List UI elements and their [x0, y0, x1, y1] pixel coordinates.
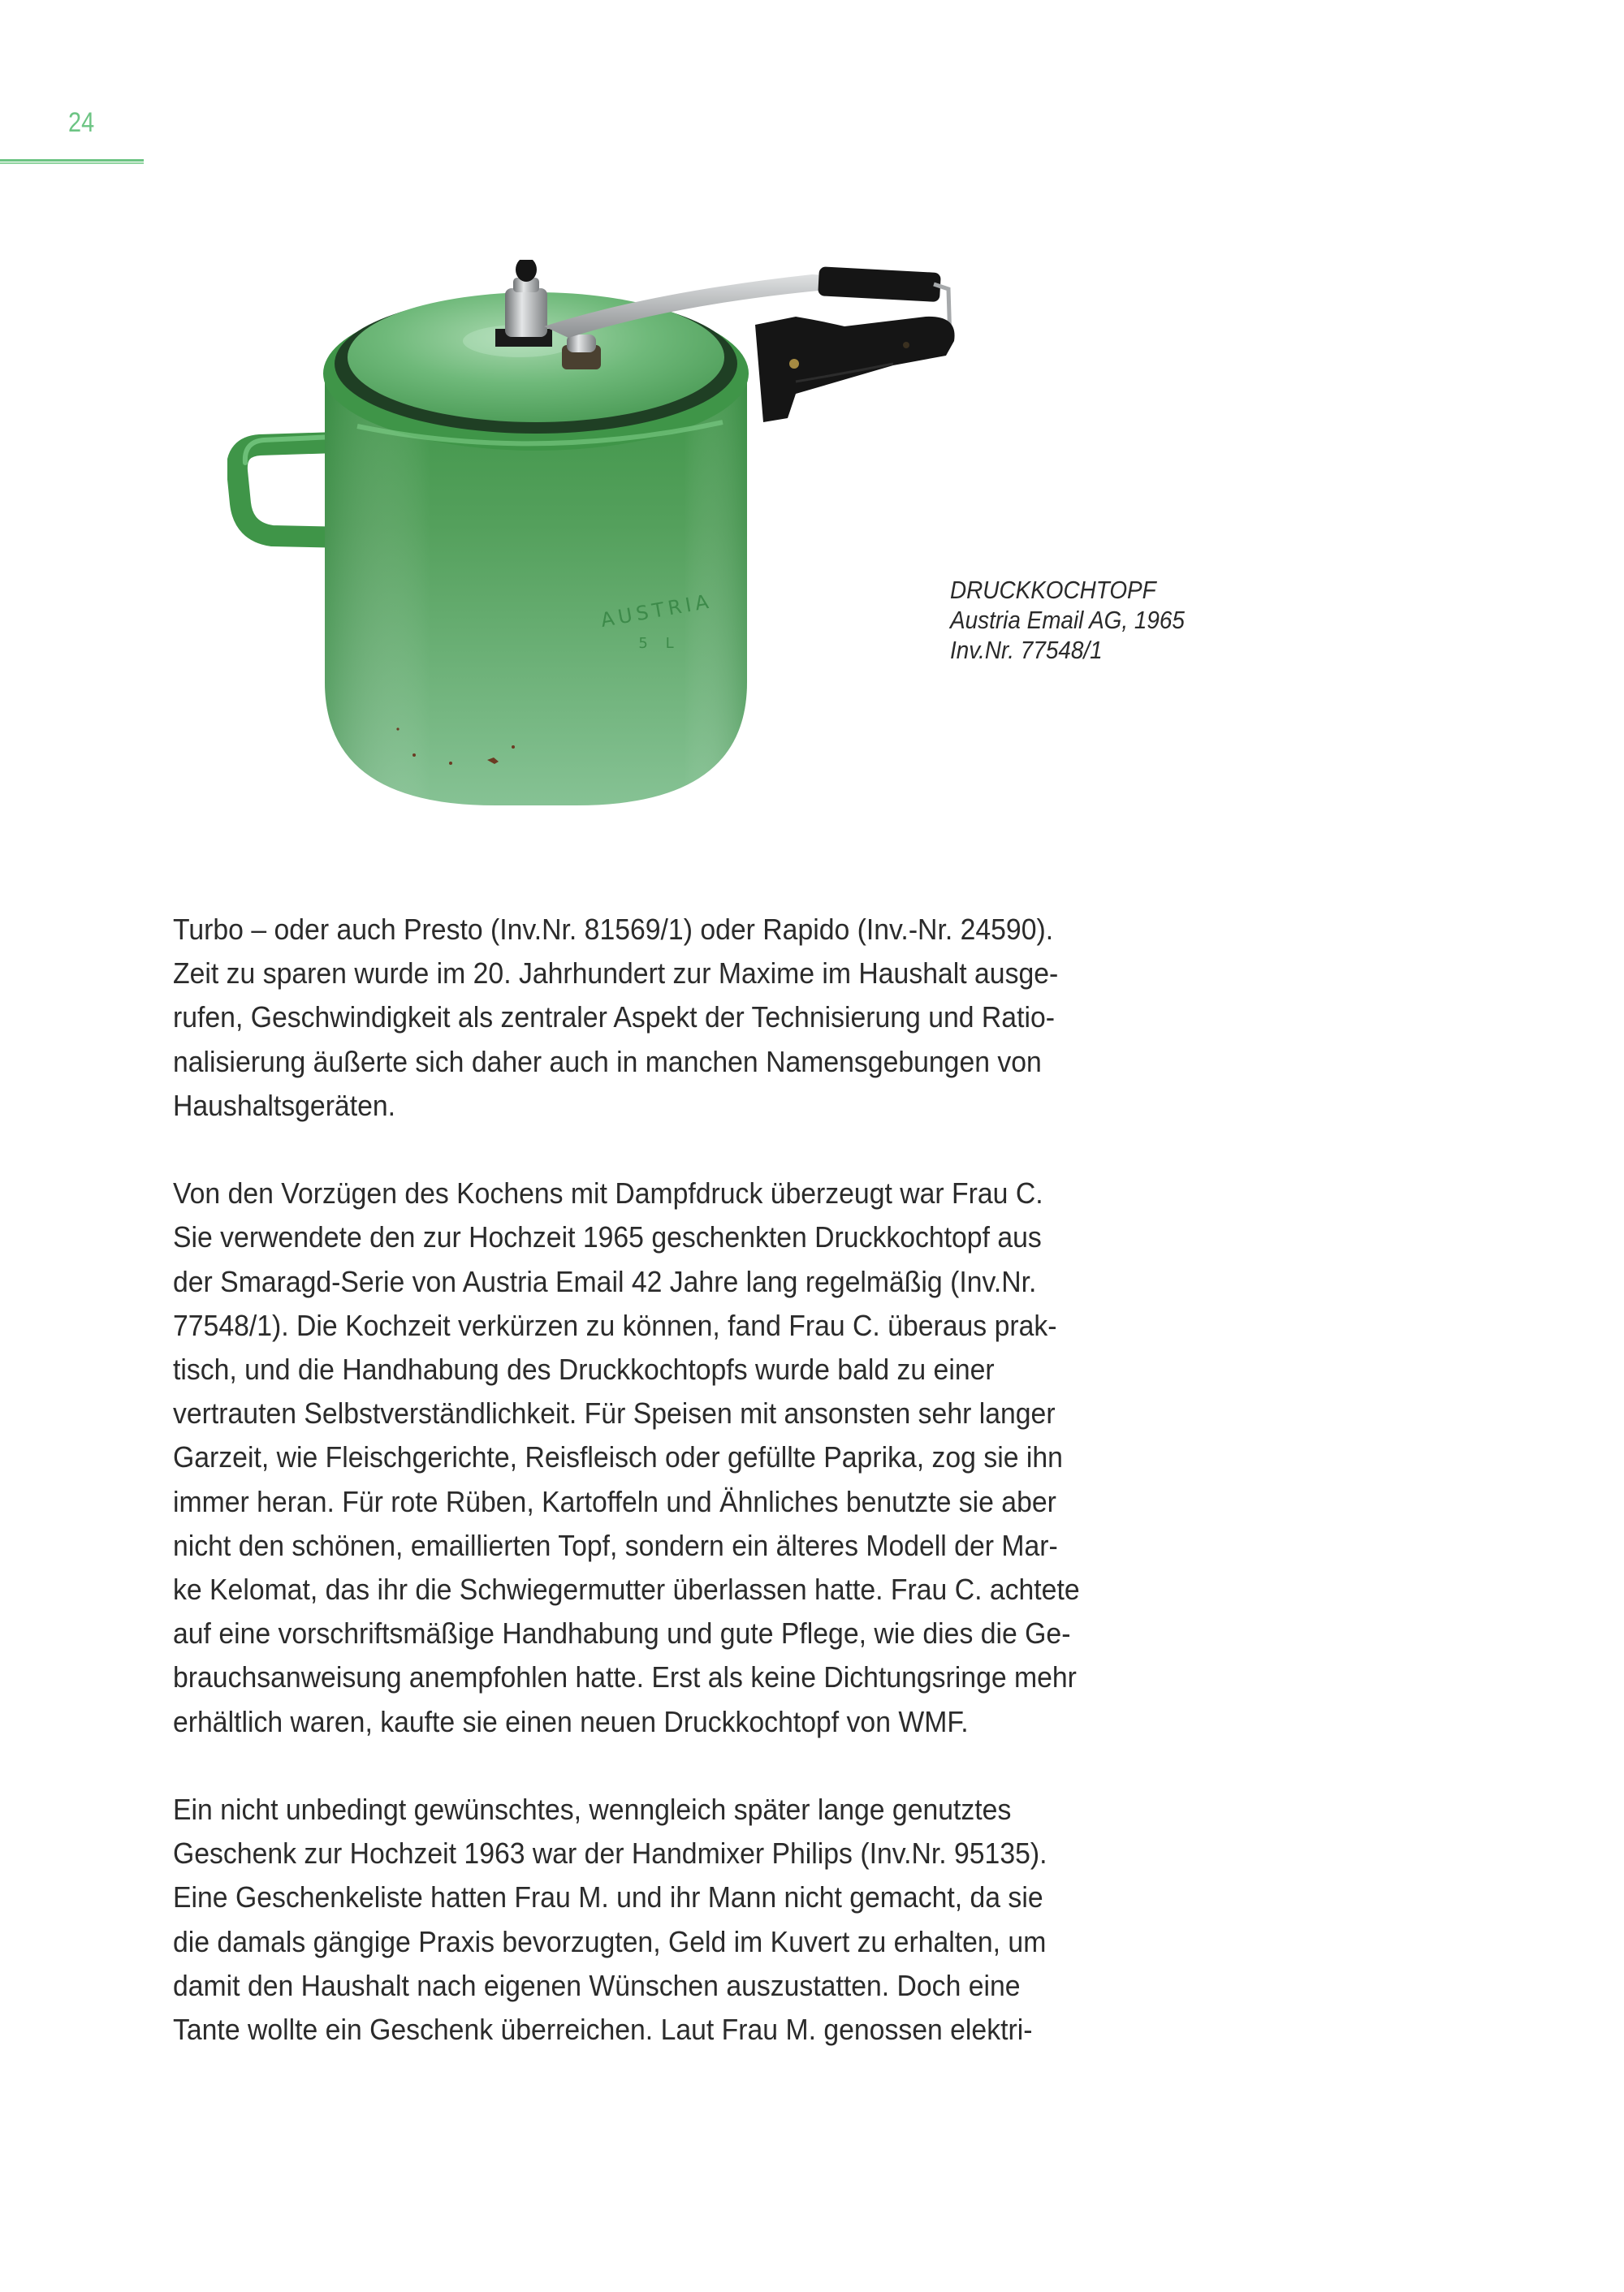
text-line: die damals gängige Praxis bevorzugten, Geld im Kuvert zu erhalten, um: [173, 1924, 1047, 1958]
text-line: Zeit zu sparen wurde im 20. Jahrhundert zur Maxime im Haushalt ausge-: [173, 956, 1059, 991]
text-line: ke Kelomat, das ihr die Schwiegermutter überlassen hatte. Frau C. achtete: [173, 1573, 1080, 1607]
text-line: nalisierung äußerte sich daher auch in manchen Namensgebungen von: [173, 1044, 1042, 1078]
text-line: der Smaragd-Serie von Austria Email 42 Jahre lang regelmäßig (Inv.Nr.: [173, 1264, 1037, 1298]
text-line: Sie verwendete den zur Hochzeit 1965 geschenkten Druckkochtopf aus: [173, 1220, 1042, 1254]
paragraph: [173, 1788, 1277, 2052]
text-line: Von den Vorzügen des Kochens mit Dampfdruck überzeugt war Frau C.: [173, 1176, 1043, 1211]
text-line: tisch, und die Handhabung des Druckkochtopfs wurde bald zu einer: [173, 1353, 995, 1387]
text-line: 77548/1). Die Kochzeit verkürzen zu können, fand Frau C. überaus prak-: [173, 1308, 1057, 1342]
text-line: Haushaltsgeräten.: [173, 1088, 396, 1122]
text-line: Geschenk zur Hochzeit 1963 war der Handmixer Philips (Inv.Nr. 95135).: [173, 1837, 1047, 1871]
body-text: [173, 908, 1277, 2096]
text-line: Garzeit, wie Fleischgerichte, Reisfleisch oder gefüllte Paprika, zog sie ihn: [173, 1440, 1063, 1474]
text-line: Eine Geschenkeliste hatten Frau M. und ihr Mann nicht gemacht, da sie: [173, 1880, 1043, 1914]
text-line: immer heran. Für rote Rüben, Kartoffeln und Ähnliches benutzte sie aber: [173, 1484, 1056, 1518]
page-number: 24: [68, 107, 95, 138]
safety-plug: [562, 335, 601, 369]
text-line: damit den Haushalt nach eigenen Wünschen auszustatten. Doch eine: [173, 1968, 1021, 2002]
pressure-cooker-photo: [227, 260, 1137, 820]
text-line: vertrauten Selbstverständlichkeit. Für Speisen mit ansonsten sehr langer: [173, 1396, 1056, 1431]
text-line: erhältlich waren, kaufte sie einen neuen Druckkochtopf von WMF.: [173, 1704, 969, 1738]
caption-maker: Austria Email AG, 1965: [950, 606, 1185, 634]
rule-line-bottom: [0, 162, 144, 164]
text-line: Tante wollte ein Geschenk überreichen. Laut Frau M. genossen elektri-: [173, 2013, 1033, 2047]
text-line: rufen, Geschwindigkeit als zentraler Aspekt der Technisierung und Ratio-: [173, 1000, 1055, 1034]
text-line: auf eine vorschriftsmäßige Handhabung und gute Pflege, wie dies die Ge-: [173, 1616, 1071, 1651]
figure-caption: [950, 575, 1185, 665]
text-line: brauchsanweisung anempfohlen hatte. Erst als keine Dichtungsringe mehr: [173, 1660, 1077, 1694]
main-handle: [755, 317, 955, 422]
embossed-brand: AUSTRIA: [598, 589, 715, 632]
page-number-rule: [0, 159, 144, 165]
paragraph: [173, 908, 1277, 1128]
caption-inventory: Inv.Nr. 77548/1: [950, 636, 1103, 664]
text-line: Ein nicht unbedingt gewünschtes, wenngleich später lange genutztes: [173, 1793, 1012, 1827]
caption-title: DRUCKKOCHTOPF: [950, 576, 1156, 604]
rule-line-top: [0, 159, 144, 162]
upper-handle-grip: [818, 266, 941, 302]
text-line: Turbo – oder auch Presto (Inv.Nr. 81569/1) oder Rapido (Inv.-Nr. 24590).: [173, 913, 1054, 946]
paragraph: [173, 1172, 1277, 1744]
embossed-capacity: 5 L: [638, 635, 680, 652]
text-line: nicht den schönen, emaillierten Topf, sondern ein älteres Modell der Mar-: [173, 1528, 1058, 1562]
